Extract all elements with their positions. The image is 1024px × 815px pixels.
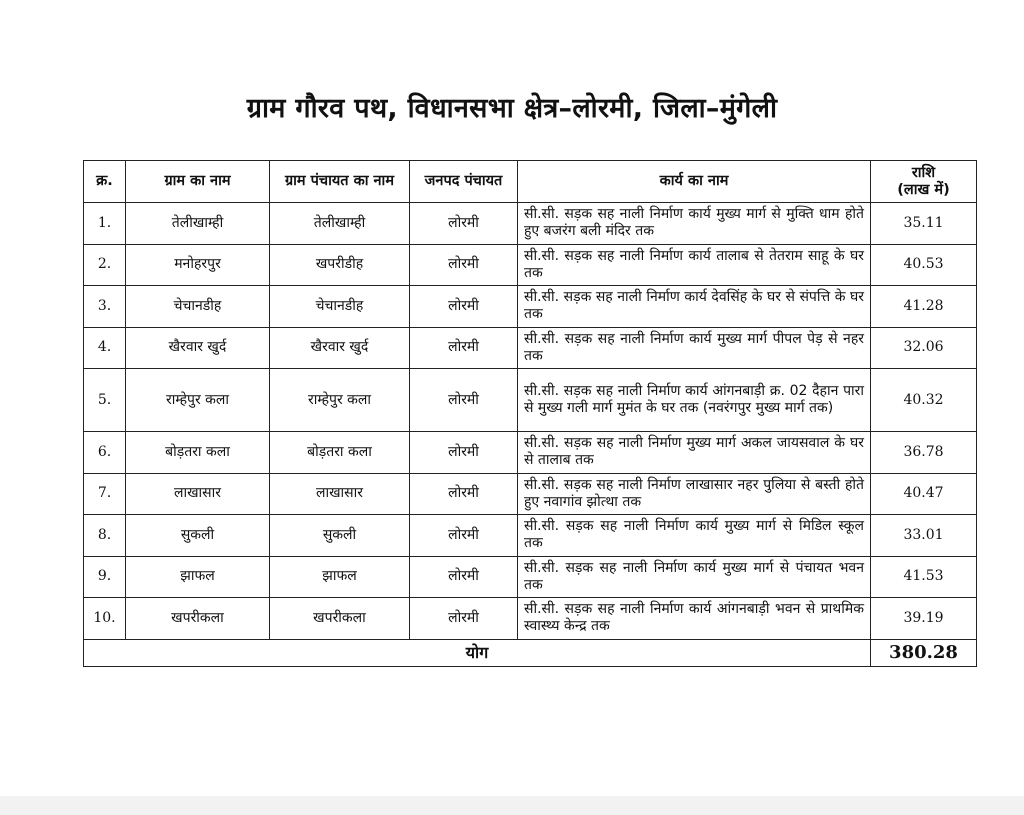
cell-gram-panchayat: चेचानडीह — [270, 286, 410, 328]
table-row — [84, 327, 977, 369]
cell-work: सी.सी. सड़क सह नाली निर्माण कार्य मुख्य मार्ग से पंचायत भवन तक — [518, 556, 871, 598]
cell-janpad: लोरमी — [410, 369, 518, 432]
cell-janpad: लोरमी — [410, 327, 518, 369]
cell-amount: 36.78 — [871, 432, 977, 474]
cell-gram-panchayat: लाखासार — [270, 473, 410, 515]
cell-amount: 41.53 — [871, 556, 977, 598]
cell-janpad: लोरमी — [410, 556, 518, 598]
total-label: योग — [84, 639, 871, 666]
cell-amount: 40.47 — [871, 473, 977, 515]
cell-village: खपरीकला — [126, 598, 270, 640]
cell-amount: 32.06 — [871, 327, 977, 369]
table-row — [84, 598, 977, 640]
total-amount: 380.28 — [871, 639, 977, 666]
cell-gram-panchayat: खपरीकला — [270, 598, 410, 640]
page-title: ग्राम गौरव पथ, विधानसभा क्षेत्र–लोरमी, जिला–मुंगेली — [246, 93, 778, 124]
cell-sn: 1. — [84, 203, 126, 245]
cell-amount: 40.32 — [871, 369, 977, 432]
table-row — [84, 432, 977, 474]
cell-work: सी.सी. सड़क सह नाली निर्माण कार्य मुख्य मार्ग से मुक्ति धाम होते हुए बजरंग बली मंदिर तक — [518, 203, 871, 245]
cell-village: सुकली — [126, 515, 270, 557]
cell-sn: 2. — [84, 244, 126, 286]
cell-village: खैरवार खुर्द — [126, 327, 270, 369]
cell-janpad: लोरमी — [410, 473, 518, 515]
header-village: ग्राम का नाम — [126, 161, 270, 203]
table-header-row — [84, 161, 977, 203]
cell-sn: 9. — [84, 556, 126, 598]
cell-village: मनोहरपुर — [126, 244, 270, 286]
cell-gram-panchayat: बोड़तरा कला — [270, 432, 410, 474]
cell-janpad: लोरमी — [410, 432, 518, 474]
table-row — [84, 556, 977, 598]
cell-janpad: लोरमी — [410, 244, 518, 286]
cell-sn: 10. — [84, 598, 126, 640]
bottom-strip — [0, 796, 1024, 815]
total-row — [84, 639, 977, 666]
cell-gram-panchayat: तेलीखाम्ही — [270, 203, 410, 245]
cell-work: सी.सी. सड़क सह नाली निर्माण कार्य मुख्य मार्ग पीपल पेड़ से नहर तक — [518, 327, 871, 369]
table-row — [84, 244, 977, 286]
cell-janpad: लोरमी — [410, 515, 518, 557]
cell-janpad: लोरमी — [410, 203, 518, 245]
cell-amount: 41.28 — [871, 286, 977, 328]
cell-work: सी.सी. सड़क सह नाली निर्माण कार्य देवसिंह के घर से संपत्ति के घर तक — [518, 286, 871, 328]
cell-gram-panchayat: खपरीडीह — [270, 244, 410, 286]
cell-village: राम्हेपुर कला — [126, 369, 270, 432]
cell-work: सी.सी. सड़क सह नाली निर्माण लाखासार नहर पुलिया से बस्ती होते हुए नवागांव झोत्था तक — [518, 473, 871, 515]
header-amount-unit: (लाख में) — [897, 181, 950, 198]
cell-sn: 7. — [84, 473, 126, 515]
cell-village: चेचानडीह — [126, 286, 270, 328]
cell-janpad: लोरमी — [410, 598, 518, 640]
cell-work: सी.सी. सड़क सह नाली निर्माण कार्य आंगनबाड़ी भवन से प्राथमिक स्वास्थ्य केन्द्र तक — [518, 598, 871, 640]
cell-sn: 5. — [84, 369, 126, 432]
cell-work: सी.सी. सड़क सह नाली निर्माण कार्य आंगनबाड़ी क्र. 02 दैहान पारा से मुख्य गली मार्ग मुमंत के घर तक (नवरंगपुर मुख्य मार्ग तक) — [518, 369, 871, 432]
header-gram-panchayat: ग्राम पंचायत का नाम — [270, 161, 410, 203]
cell-sn: 8. — [84, 515, 126, 557]
table-row — [84, 515, 977, 557]
header-work: कार्य का नाम — [518, 161, 871, 203]
table-row — [84, 473, 977, 515]
cell-amount: 40.53 — [871, 244, 977, 286]
works-table — [83, 160, 977, 667]
cell-village: बोड़तरा कला — [126, 432, 270, 474]
cell-work: सी.सी. सड़क सह नाली निर्माण कार्य मुख्य मार्ग से मिडिल स्कूल तक — [518, 515, 871, 557]
cell-gram-panchayat: झाफल — [270, 556, 410, 598]
cell-amount: 35.11 — [871, 203, 977, 245]
header-amount-label: राशि — [911, 164, 936, 181]
header-janpad: जनपद पंचायत — [410, 161, 518, 203]
cell-village: लाखासार — [126, 473, 270, 515]
cell-amount: 39.19 — [871, 598, 977, 640]
cell-janpad: लोरमी — [410, 286, 518, 328]
cell-sn: 4. — [84, 327, 126, 369]
cell-gram-panchayat: सुकली — [270, 515, 410, 557]
cell-work: सी.सी. सड़क सह नाली निर्माण मुख्य मार्ग अकल जायसवाल के घर से तालाब तक — [518, 432, 871, 474]
cell-gram-panchayat: खैरवार खुर्द — [270, 327, 410, 369]
table-row — [84, 369, 977, 432]
cell-sn: 6. — [84, 432, 126, 474]
cell-amount: 33.01 — [871, 515, 977, 557]
header-sn: क्र. — [84, 161, 126, 203]
cell-village: झाफल — [126, 556, 270, 598]
cell-work: सी.सी. सड़क सह नाली निर्माण कार्य तालाब से तेतराम साहू के घर तक — [518, 244, 871, 286]
table-row — [84, 286, 977, 328]
table-row — [84, 203, 977, 245]
header-amount — [871, 161, 977, 203]
cell-village: तेलीखाम्ही — [126, 203, 270, 245]
cell-sn: 3. — [84, 286, 126, 328]
cell-gram-panchayat: राम्हेपुर कला — [270, 369, 410, 432]
